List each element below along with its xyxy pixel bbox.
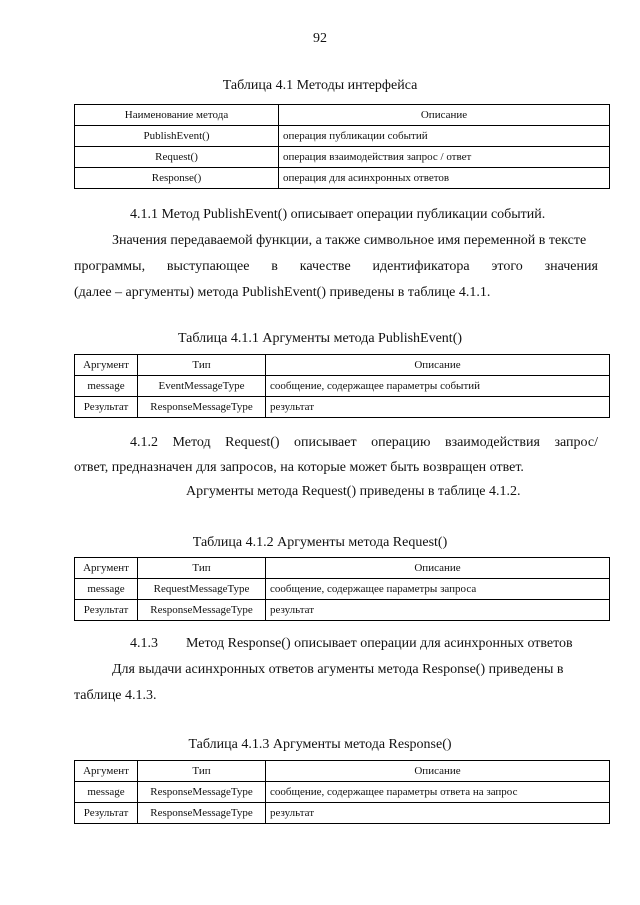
word: Метод [172,435,211,450]
page-number: 92 [313,31,327,46]
section-4-1-3-heading: Метод Response() описывает операции для асинхронных ответов [186,636,573,651]
section-4-1-1-para-line1: Значения передаваемой функции, а также символьное имя переменной в тексте [112,233,587,248]
section-4-1-1-para-line2 [74,259,598,275]
word: Request() [225,435,280,450]
argument-cell: message [75,782,138,803]
header-type: Тип [138,558,266,579]
argument-cell: message [75,579,138,600]
header-type: Тип [138,761,266,782]
table-header-row [75,558,610,579]
table-row [75,168,610,189]
method-cell: PublishEvent() [75,126,279,147]
type-cell: ResponseMessageType [138,397,266,418]
word: 4.1.2 [130,435,158,450]
section-4-1-2-heading [130,435,598,451]
table-4-1-caption: Таблица 4.1 Методы интерфейса [222,78,418,93]
method-cell: Request() [75,147,279,168]
word: в [271,259,278,274]
word: операцию [371,435,431,450]
table-4-1-2 [74,557,610,621]
table-row [75,803,610,824]
table-4-1-3 [74,760,610,824]
word: значения [544,259,598,274]
description-cell: операция для асинхронных ответов [279,168,610,189]
table-row [75,782,610,803]
description-cell: операция взаимодействия запрос / ответ [279,147,610,168]
table-row [75,579,610,600]
word: идентификатора [372,259,470,274]
header-description: Описание [266,355,610,376]
type-cell: EventMessageType [138,376,266,397]
method-cell: Response() [75,168,279,189]
table-header-row [75,105,610,126]
table-row [75,147,610,168]
header-argument: Аргумент [75,761,138,782]
header-type: Тип [138,355,266,376]
table-header-row [75,355,610,376]
word: качестве [299,259,351,274]
type-cell: ResponseMessageType [138,803,266,824]
type-cell: ResponseMessageType [138,600,266,621]
table-row [75,126,610,147]
section-4-1-1-para-line3: (далее – аргументы) метода PublishEvent() приведены в таблице 4.1.1. [74,285,491,300]
section-4-1-3-para-line2: таблице 4.1.3. [74,688,157,703]
section-4-1-3-number: 4.1.3 [130,636,158,651]
description-cell: операция публикации событий [279,126,610,147]
table-row [75,397,610,418]
table-header-row [75,761,610,782]
table-4-1-3-caption: Таблица 4.1.3 Аргументы метода Response() [188,737,452,752]
description-cell: сообщение, содержащее параметры запроса [266,579,610,600]
word: программы, [74,259,146,274]
argument-cell: Результат [75,803,138,824]
type-cell: ResponseMessageType [138,782,266,803]
header-description: Описание [279,105,610,126]
description-cell: сообщение, содержащее параметры событий [266,376,610,397]
section-4-1-2-line3: Аргументы метода Request() приведены в таблице 4.1.2. [186,484,521,499]
table-4-1-2-caption: Таблица 4.1.2 Аргументы метода Request() [192,535,448,550]
description-cell: результат [266,803,610,824]
word: выступающее [166,259,250,274]
argument-cell: message [75,376,138,397]
word: этого [491,259,523,274]
header-method-name: Наименование метода [75,105,279,126]
section-4-1-3-para-line1: Для выдачи асинхронных ответов агументы метода Response() приведены в [112,662,564,677]
description-cell: результат [266,600,610,621]
argument-cell: Результат [75,397,138,418]
header-description: Описание [266,761,610,782]
type-cell: RequestMessageType [138,579,266,600]
header-argument: Аргумент [75,558,138,579]
header-argument: Аргумент [75,355,138,376]
table-4-1-1 [74,354,610,418]
word: описывает [294,435,357,450]
table-row [75,600,610,621]
table-4-1-1-caption: Таблица 4.1.1 Аргументы метода PublishEvent() [177,331,463,346]
header-description: Описание [266,558,610,579]
word: взаимодействия [444,435,540,450]
description-cell: результат [266,397,610,418]
argument-cell: Результат [75,600,138,621]
section-4-1-2-line2: ответ, предназначен для запросов, на которые может быть возвращен ответ. [74,460,524,475]
word: запрос/ [554,435,598,450]
table-row [75,376,610,397]
description-cell: сообщение, содержащее параметры ответа на запрос [266,782,610,803]
table-4-1 [74,104,610,189]
section-4-1-1-heading: 4.1.1 Метод PublishEvent() описывает операции публикации событий. [130,207,546,222]
